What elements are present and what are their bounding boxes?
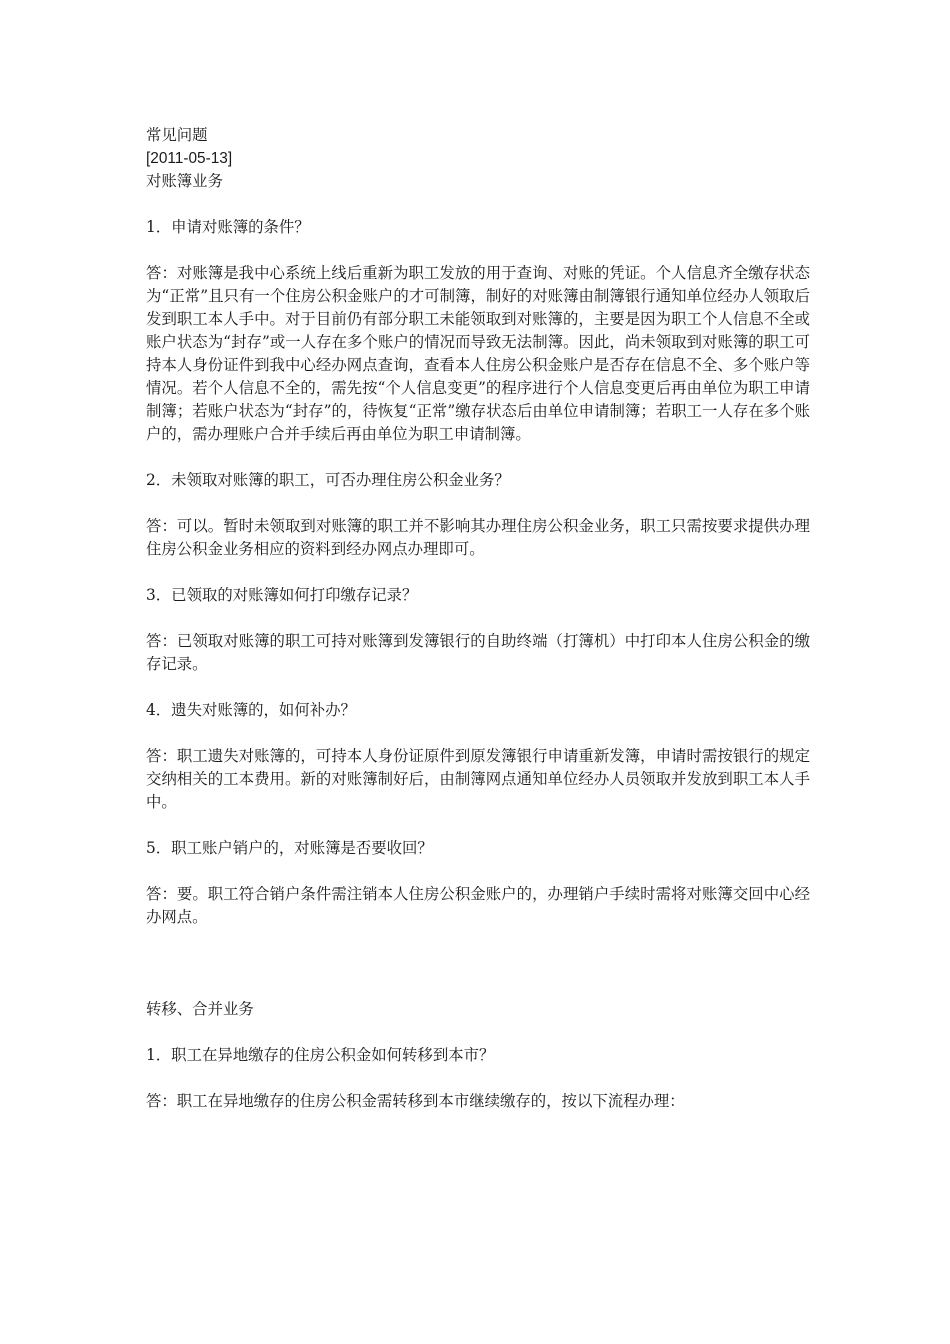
answer-transfer-1: 答：职工在异地缴存的住房公积金需转移到本市继续缴存的，按以下流程办理： xyxy=(146,1092,685,1110)
section-title-transfer-merge: 转移、合并业务 xyxy=(146,1000,254,1018)
answer-2: 答：可以。暂时未领取到对账簿的职工并不影响其办理住房公积金业务，职工只需按要求提供办理住房公积金业务相应的资料到经办网点办理即可。 xyxy=(146,517,810,558)
answer-5: 答：要。职工符合销户条件需注销本人住房公积金账户的，办理销户手续时需将对账簿交回中心经办网点。 xyxy=(146,885,810,926)
document-page xyxy=(146,124,810,1113)
answer-1: 答：对账簿是我中心系统上线后重新为职工发放的用于查询、对账的凭证。个人信息齐全缴存状态为“正常”且只有一个住房公积金账户的才可制簿，制好的对账簿由制簿银行通知单位经办人领取后发到职工本人手中。对于目前仍有部分职工未能领取到对账簿的，主要是因为职工个人信息不全或账户状态为“封存”或一人存在多个账户的情况而导致无法制簿。因此，尚未领取到对账簿的职工可持本人身份证件到我中心经办网点查询，查看本人住房公积金账户是否存在信息不全、多个账户等情况。若个人信息不全的，需先按“个人信息变更”的程序进行个人信息变更后再由单位为职工申请制簿；若账户状态为“封存”的，待恢复“正常”缴存状态后由单位申请制簿；若职工一人存在多个账户的，需办理账户合并手续后再由单位为职工申请制簿。 xyxy=(146,264,810,443)
answer-4: 答：职工遗失对账簿的，可持本人身份证原件到原发簿银行申请重新发簿，申请时需按银行的规定交纳相关的工本费用。新的对账簿制好后，由制簿网点通知单位经办人员领取并发放到职工本人手中。 xyxy=(146,747,810,811)
question-transfer-1: 1．职工在异地缴存的住房公积金如何转移到本市？ xyxy=(146,1046,495,1064)
answer-3: 答：已领取对账簿的职工可持对账簿到发簿银行的自助终端（打簿机）中打印本人住房公积金的缴存记录。 xyxy=(146,632,810,673)
publish-date: [2011-05-13] xyxy=(146,150,233,167)
question-4: 4．遗失对账簿的，如何补办？ xyxy=(146,701,356,719)
question-1: 1．申请对账簿的条件？ xyxy=(146,218,310,236)
question-5: 5．职工账户销户的，对账簿是否要收回？ xyxy=(146,839,433,857)
question-2: 2．未领取对账簿的职工，可否办理住房公积金业务？ xyxy=(146,471,510,489)
page-title: 常见问题 xyxy=(146,126,208,144)
question-3: 3．已领取的对账簿如何打印缴存记录？ xyxy=(146,586,418,604)
section-title-account-book: 对账簿业务 xyxy=(146,172,223,190)
